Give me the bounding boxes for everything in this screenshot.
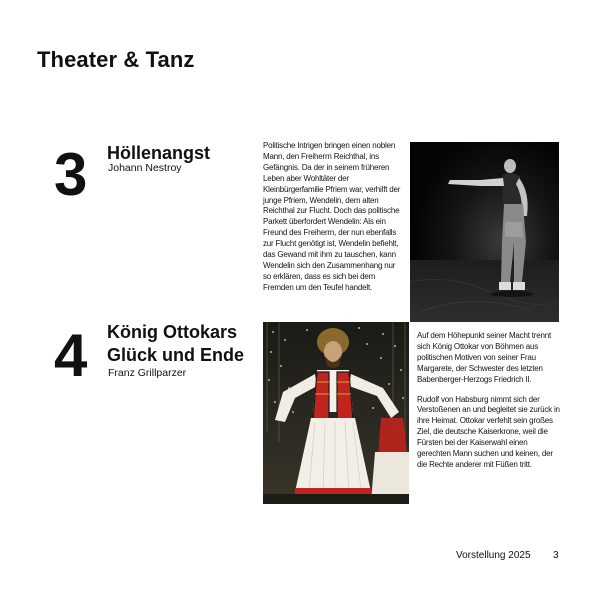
play-number: 4 [54,322,88,389]
description-paragraph: Rudolf von Habsburg nimmt sich der Verstoßenen an und begleitet sie zurück in ihre Heimat. Ottokar verfehlt sein großes Ziel, die deutsche Kaiserkrone, weil die Fürsten bei der Kaiserwahl einen gerechten Mann suchen und keinen, der die Rechte anderer mit Füßen tritt. [417,394,560,469]
page-title: Theater & Tanz [37,47,195,72]
play-description [263,141,403,294]
play-title-line-2: Glück und Ende [107,345,245,365]
description-paragraph: Auf dem Höhepunkt seiner Macht trennt sich König Ottokar von Böhmen aus politischen Motiven von seiner Frau Margarete, der Schwester des letzten Babenberger-Herzogs Friedrich II. [417,331,552,384]
play-number: 3 [54,141,88,208]
play-title: Höllenangst [107,143,211,163]
play-author: Johann Nestroy [108,162,182,174]
footer-label: Vorstellung 2025 [456,550,531,561]
description-paragraph: Politische Intrigen bringen einen noblen Mann, den Freiherrn Reichthal, ins Gefängnis. Da der in seinem früheren Leben aber Wohltäter der Kleinbürgerfamilie Pfriem war, verhilft der junge Pfriem, Wendelin, dem alten Reichthal zur Flucht. Doch das politische Parkett überfordert Wendelin: Als ein Freund des Freiherrn, der nun ebenfalls zur Flucht genötigt ist, Wendelin befiehlt, das Gewand mit ihm zu tauschen, kann Wendelin sich den Zusammenhang nur so erklären, dass es sich bei dem Fremden um den Teufel handelt. [263,141,401,292]
stage-photo-koenig-ottokar [263,322,409,504]
play-author: Franz Grillparzer [108,367,187,379]
stage-photo-hoellenangst [410,142,559,322]
play-title-line-1: König Ottokars [107,322,238,342]
play-description [417,331,562,471]
page-number: 3 [553,550,559,561]
